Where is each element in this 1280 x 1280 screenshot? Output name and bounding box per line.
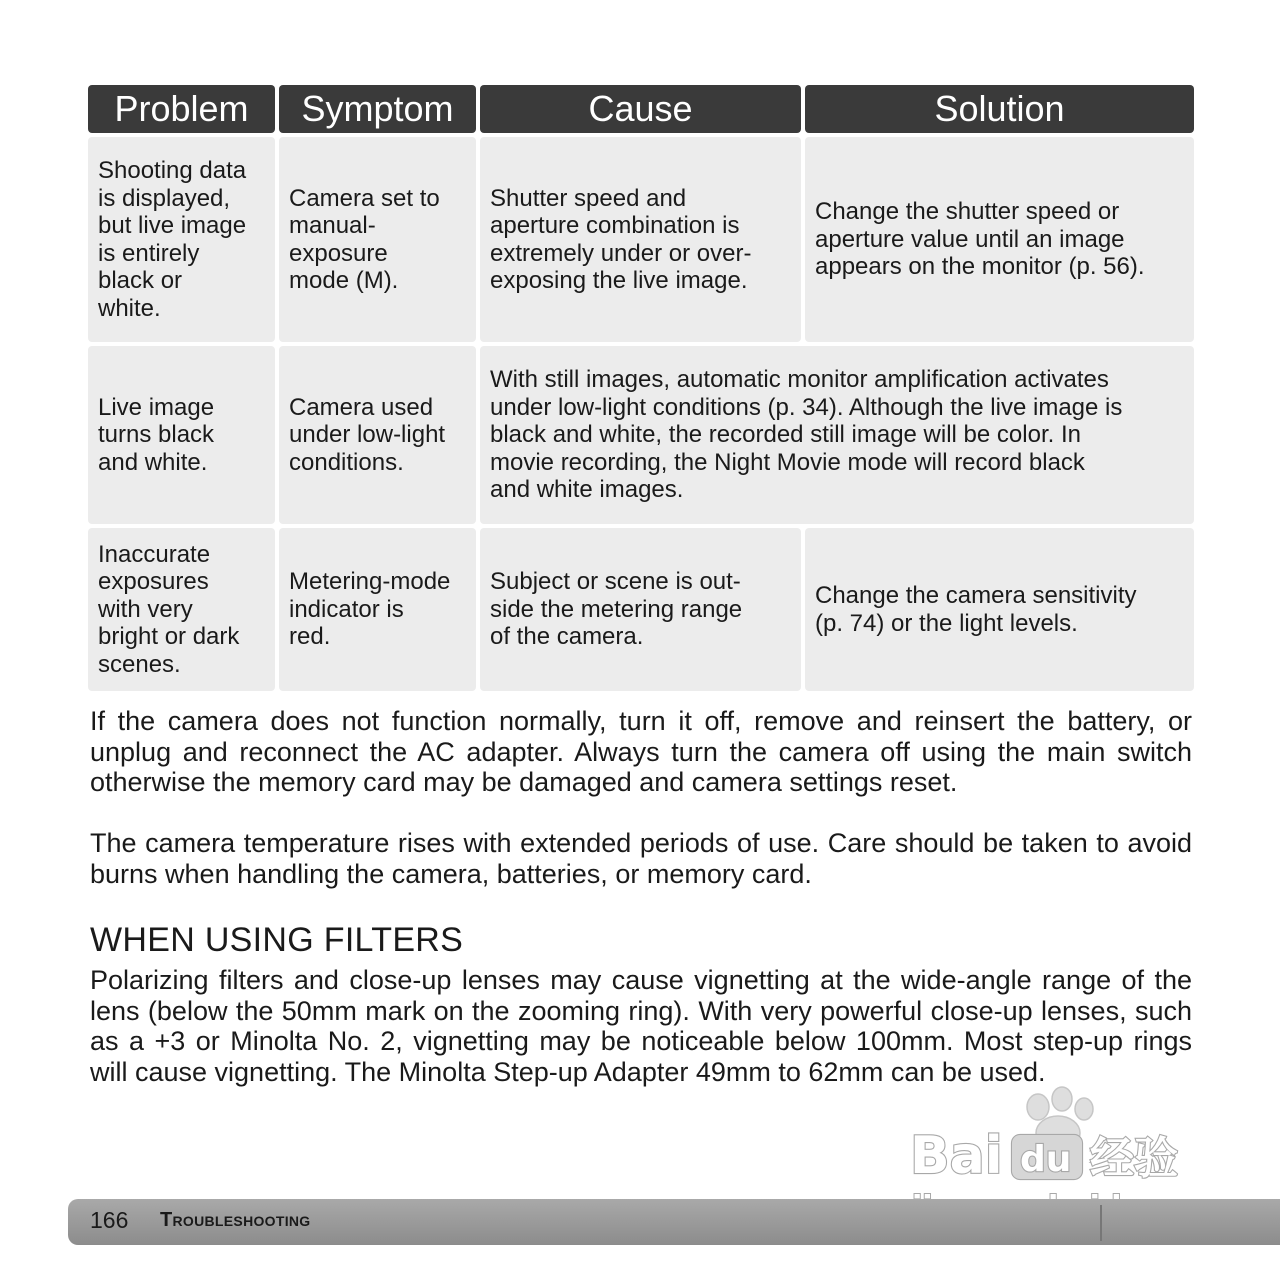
svg-text:du: du (1020, 1139, 1072, 1180)
row1-problem: Shooting data is displayed, but live image is entirely black or white. (88, 137, 275, 342)
row2-cause-solution: With still images, automatic monitor amplification activates under low-light conditions (p. 34). Although the live image is black and white, the recorded still image will be color. In movie recording, the Night Movie mode will record black and white images. (480, 346, 1194, 524)
page-number: 166 (90, 1207, 129, 1233)
malfunction-paragraph: If the camera does not function normally, turn it off, remove and reinsert the battery, or unplug and reconnect the AC adapter. Always turn the camera off using the main switch otherwise the memory card may be damaged and camera settings reset. (90, 706, 1192, 797)
header-solution: Solution (805, 85, 1194, 133)
row3-problem: Inaccurate exposures with very bright or dark scenes. (88, 528, 275, 691)
filters-heading: WHEN USING FILTERS (90, 921, 464, 959)
row1-cause: Shutter speed and aperture combination is extremely under or over- exposing the live image. (480, 137, 801, 342)
svg-text:经验: 经验 (1090, 1133, 1178, 1184)
svg-text:Bai: Bai (910, 1126, 1003, 1186)
baidu-logo-text (910, 1126, 1178, 1186)
row3-cause: Subject or scene is out- side the metering range of the camera. (480, 528, 801, 691)
page-footer (68, 1199, 1280, 1245)
row2-symptom: Camera used under low-light conditions. (279, 346, 476, 524)
section-title: Troubleshooting (160, 1209, 311, 1231)
row2-problem: Live image turns black and white. (88, 346, 275, 524)
filters-paragraph: Polarizing filters and close-up lenses may cause vignetting at the wide-angle range of the lens (below the 50mm mark on the zooming ring). With very powerful close-up lenses, such as a +3 or Minolta No. 2, vignetting may be noticeable below 100mm. Most step-up rings will cause vignetting. The Minolta Step-up Adapter 49mm to 62mm can be used. (90, 965, 1192, 1087)
header-symptom: Symptom (279, 85, 476, 133)
row3-symptom: Metering-mode indicator is red. (279, 528, 476, 691)
header-cause: Cause (480, 85, 801, 133)
temperature-paragraph: The camera temperature rises with extended periods of use. Care should be taken to avoid burns when handling the camera, batteries, or memory card. (90, 828, 1192, 889)
row1-solution: Change the shutter speed or aperture value until an image appears on the monitor (p. 56). (805, 137, 1194, 342)
footer-divider (1100, 1205, 1102, 1241)
row1-symptom: Camera set to manual- exposure mode (M). (279, 137, 476, 342)
row3-solution: Change the camera sensitivity (p. 74) or the light levels. (805, 528, 1194, 691)
header-problem: Problem (88, 85, 275, 133)
troubleshooting-table (88, 85, 1194, 691)
